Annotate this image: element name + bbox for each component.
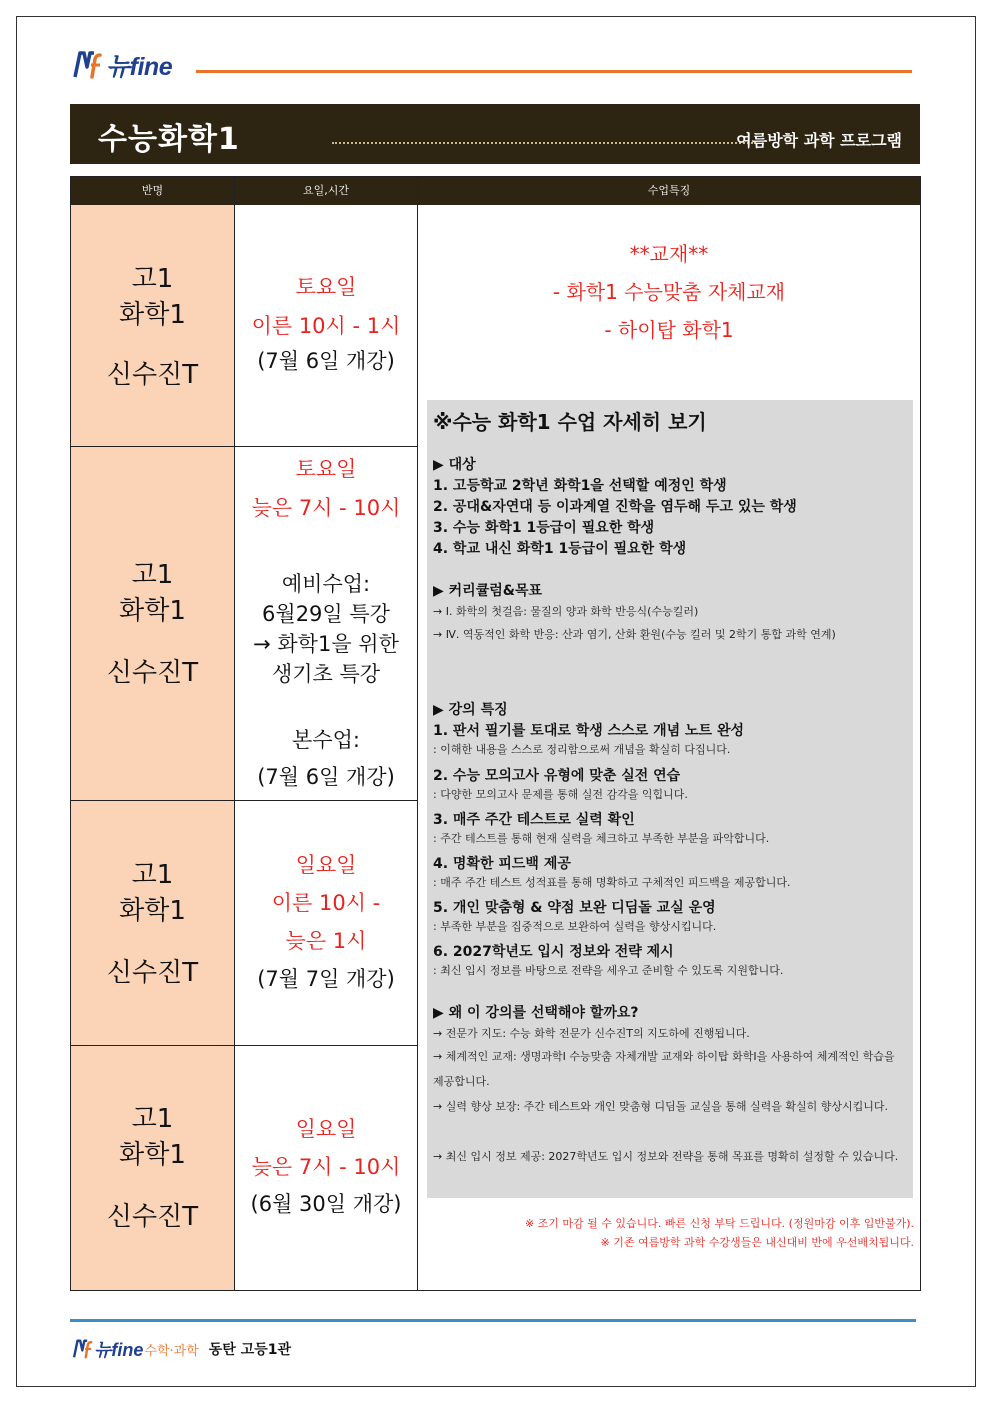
lecture-item-desc: : 매주 주간 테스트 성적표를 통해 명확하고 구체적인 피드백을 제공합니다. <box>433 876 791 889</box>
lecture-item-desc: : 다양한 모의고사 문제를 통해 실전 감각을 익힙니다. <box>433 788 688 801</box>
curriculum-heading: ▶ 커리큘럼&목표 <box>433 583 542 599</box>
pre-class-desc: 생기초 특강 <box>271 662 381 686</box>
schedule-start: (7월 6일 개강) <box>257 765 395 789</box>
schedule-time-end: 늦은 1시 <box>285 929 367 953</box>
schedule-time: 늦은 7시 - 10시 <box>251 1155 401 1179</box>
main-class-label: 본수업: <box>292 728 360 752</box>
footer-subject: 수학·과학 <box>144 1343 199 1359</box>
schedule-day: 일요일 <box>295 853 357 877</box>
notice-line: ※ 조기 마감 될 수 있습니다. 빠른 신청 부탁 드립니다. (정원마감 이후 입반불가). <box>524 1217 914 1230</box>
lecture-item-title: 1. 판서 필기를 토대로 학생 스스로 개념 노트 완성 <box>433 723 745 739</box>
schedule-day: 토요일 <box>295 457 357 481</box>
textbook-info <box>418 235 920 349</box>
footer-branch: 동탄 고등1관 <box>208 1342 292 1358</box>
target-item: 4. 학교 내신 화학1 1등급이 필요한 학생 <box>433 541 687 557</box>
dotted-leader <box>332 142 756 144</box>
class-grade: 고1 <box>131 860 174 890</box>
schedule-day: 일요일 <box>295 1117 357 1141</box>
class-subject: 화학1 <box>119 596 186 626</box>
why-item: → 실력 향상 보장: 주간 테스트와 개인 맞춤형 디딤돌 교실을 통해 실력을 확실히 향상시킵니다. <box>433 1100 889 1113</box>
class-grade: 고1 <box>131 1104 174 1134</box>
why-item: → 전문가 지도: 수능 화학 전문가 신수진T의 지도하에 진행됩니다. <box>433 1027 750 1040</box>
header-class: 반명 <box>141 184 164 197</box>
textbook-item: - 하이탑 화학1 <box>604 318 734 342</box>
footer-brand: 뉴fine <box>94 1340 144 1360</box>
class-teacher: 신수진T <box>106 658 199 688</box>
program-subtitle: 여름방학 과학 프로그램 <box>736 131 902 150</box>
class-grade: 고1 <box>131 264 174 294</box>
pre-class-desc: → 화학1을 위한 <box>253 632 399 656</box>
lecture-item-title: 3. 매주 주간 테스트로 실력 확인 <box>433 812 635 828</box>
brand-name: 뉴fine <box>106 53 173 81</box>
lecture-item-desc: : 최신 입시 정보를 바탕으로 전략을 세우고 준비할 수 있도록 지원합니다. <box>433 964 784 977</box>
page-title: 수능화학1 <box>98 122 240 157</box>
schedule-time: 이른 10시 - <box>271 891 381 915</box>
schedule-table <box>70 176 921 1291</box>
class-subject: 화학1 <box>119 300 186 330</box>
lecture-item-desc: : 이해한 내용을 스스로 정리함으로써 개념을 확실히 다집니다. <box>433 743 731 756</box>
nf-logo-icon <box>72 49 104 81</box>
lecture-item-title: 4. 명확한 피드백 제공 <box>433 856 571 872</box>
class-teacher: 신수진T <box>106 958 199 988</box>
class-subject: 화학1 <box>119 896 186 926</box>
pre-class-date: 6월29일 특강 <box>262 602 390 626</box>
class-teacher: 신수진T <box>106 1202 199 1232</box>
textbook-heading: **교재** <box>629 242 709 266</box>
why-item: → 최신 입시 정보 제공: 2027학년도 입시 정보와 전략을 통해 목표를 명확히 설정할 수 있습니다. <box>433 1150 899 1163</box>
nf-logo-icon <box>72 1338 94 1360</box>
schedule-time: 늦은 7시 - 10시 <box>251 496 401 520</box>
why-heading: ▶ 왜 이 강의를 선택해야 할까요? <box>433 1005 639 1021</box>
footer-divider <box>70 1319 916 1322</box>
pre-class-label: 예비수업: <box>281 572 371 596</box>
target-item: 3. 수능 화학1 1등급이 필요한 학생 <box>433 520 655 536</box>
lecture-item-desc: : 주간 테스트를 통해 현재 실력을 체크하고 부족한 부분을 파악합니다. <box>433 832 770 845</box>
lecture-item-title: 5. 개인 맞춤형 & 약점 보완 디딤돌 교실 운영 <box>433 900 716 916</box>
lecture-heading: ▶ 강의 특징 <box>433 702 508 718</box>
schedule-start: (6월 30일 개강) <box>250 1192 402 1216</box>
lecture-item-title: 6. 2027학년도 입시 정보와 전략 제시 <box>433 944 674 960</box>
schedule-day: 토요일 <box>295 275 357 299</box>
header-features: 수업특징 <box>647 184 691 197</box>
lecture-item-desc: : 부족한 부분을 집중적으로 보완하여 실력을 향상시킵니다. <box>433 920 717 933</box>
why-item: → 체계적인 교재: 생명과학Ⅰ 수능맞춤 자체개발 교재와 하이탑 화학Ⅰ을 사용하여 체계적인 학습을 제공합니다. <box>433 1050 895 1088</box>
footer <box>72 1334 291 1364</box>
schedule-start: (7월 7일 개강) <box>257 967 395 991</box>
curriculum-item: → Ⅰ. 화학의 첫걸음: 물질의 양과 화학 반응식(수능킬러) <box>433 605 699 618</box>
course-detail-box <box>427 400 913 1198</box>
notice-line: ※ 기존 여름방학 과학 수강생들은 내신대비 반에 우선배치됩니다. <box>600 1236 914 1249</box>
class-subject: 화학1 <box>119 1140 186 1170</box>
target-item: 1. 고등학교 2학년 화학1을 선택할 예정인 학생 <box>433 478 727 494</box>
target-item: 2. 공대&자연대 등 이과계열 진학을 염두해 두고 있는 학생 <box>433 499 797 515</box>
class-teacher: 신수진T <box>106 360 199 390</box>
schedule-start: (7월 6일 개강) <box>257 349 395 373</box>
header-time: 요일,시간 <box>302 184 349 197</box>
lecture-item-title: 2. 수능 모의고사 유형에 맞춘 실전 연습 <box>433 768 681 784</box>
detail-title: ※수능 화학1 수업 자세히 보기 <box>433 410 707 434</box>
class-grade: 고1 <box>131 560 174 590</box>
header-logo <box>72 48 172 82</box>
target-heading: ▶ 대상 <box>433 457 476 473</box>
header-divider <box>196 70 912 73</box>
table-header <box>71 177 920 205</box>
textbook-item: - 화학1 수능맞춤 자체교재 <box>552 280 786 304</box>
curriculum-item: → Ⅳ. 역동적인 화학 반응: 산과 염기, 산화 환원(수능 킬러 및 2학기 통합 과학 연계) <box>433 628 836 641</box>
schedule-time: 이른 10시 - 1시 <box>251 314 401 338</box>
title-banner <box>70 104 920 164</box>
